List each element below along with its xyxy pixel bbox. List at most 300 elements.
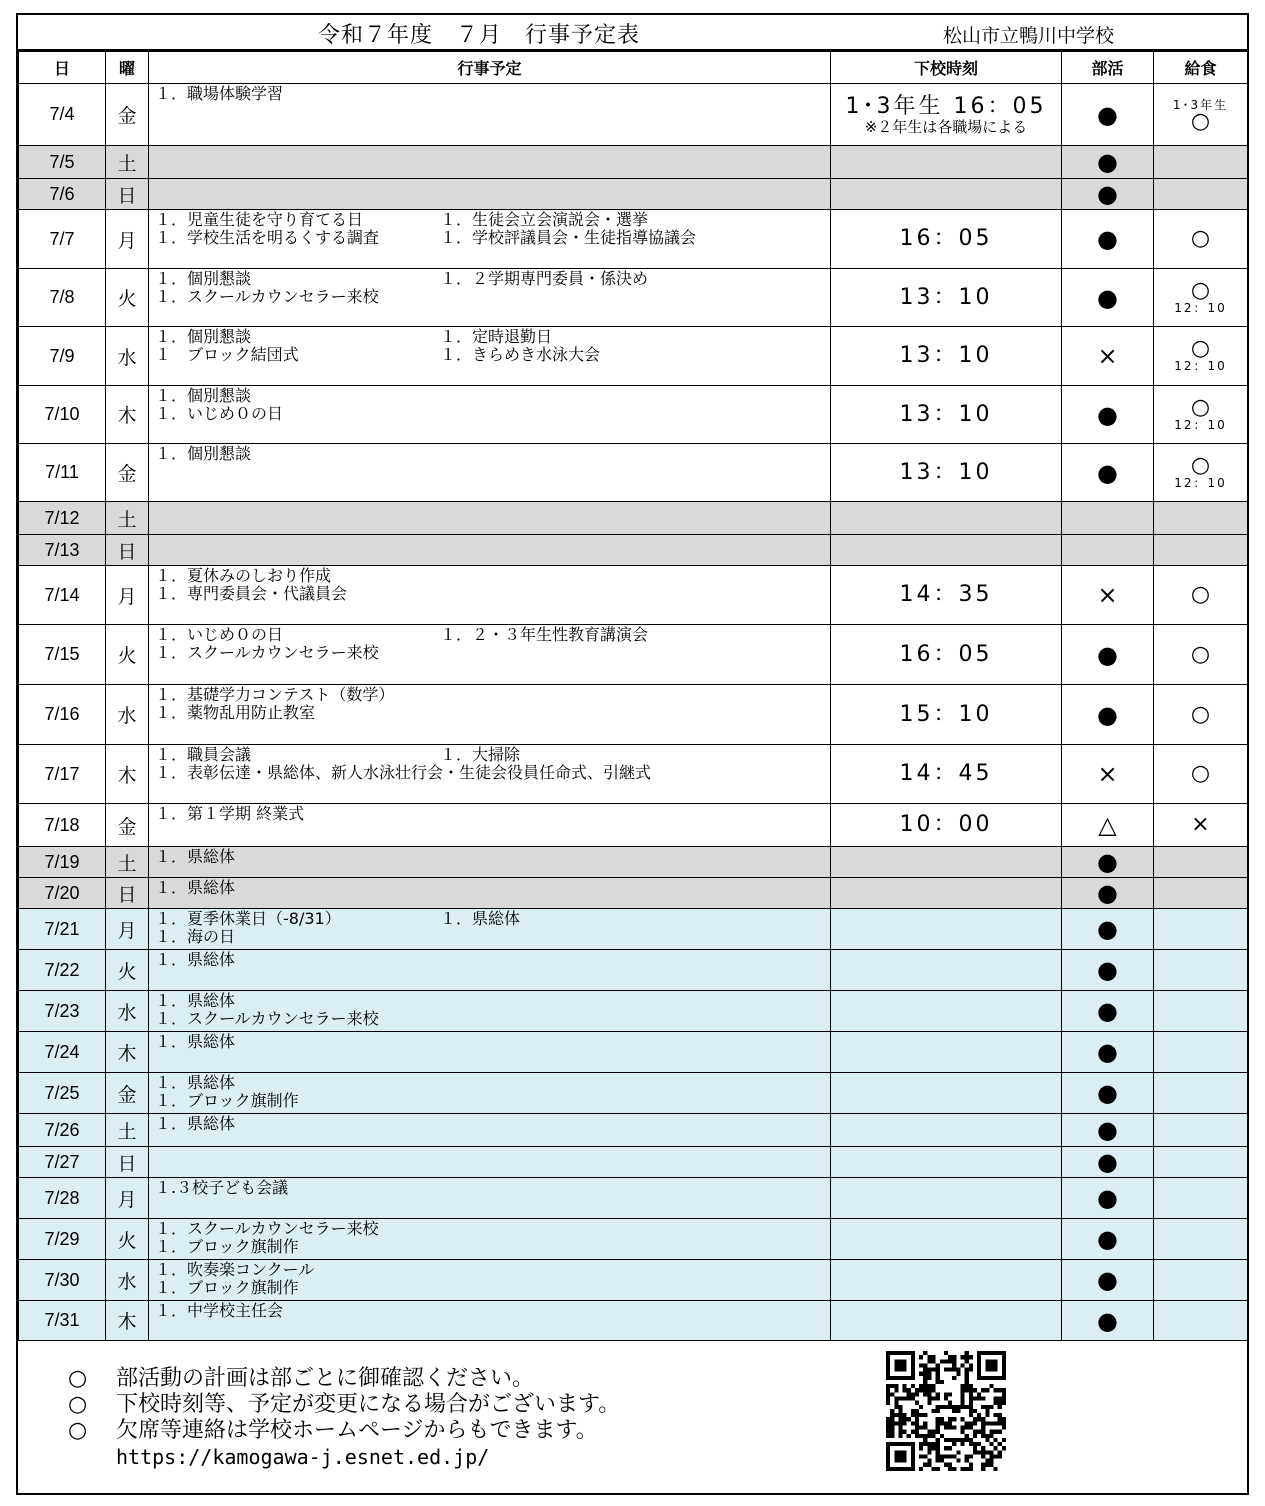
school-lunch-cell xyxy=(1154,502,1248,535)
col-header-lunch: 給食 xyxy=(1154,52,1248,84)
dismissal-time-cell xyxy=(831,179,1062,210)
club-activity-cell: ● xyxy=(1062,909,1154,950)
events-cell xyxy=(149,1260,831,1301)
table-row xyxy=(19,210,1248,269)
event-item: １．スクールカウンセラー来校 xyxy=(155,287,379,306)
event-line xyxy=(155,1092,830,1110)
lunch-mark: ○ xyxy=(1190,394,1211,420)
school-lunch-cell xyxy=(1154,146,1248,179)
events-cell xyxy=(149,269,831,327)
table-row xyxy=(19,1219,1248,1260)
dismissal-time: 13：10 xyxy=(899,459,993,485)
club-activity-cell: ● xyxy=(1062,625,1154,685)
school-lunch-cell xyxy=(1154,804,1248,847)
event-item: １．中学校主任会 xyxy=(155,1301,284,1320)
event-item: １．ブロック旗制作 xyxy=(155,1278,299,1297)
school-lunch-cell xyxy=(1154,1260,1248,1301)
table-row xyxy=(19,146,1248,179)
table-row xyxy=(19,502,1248,535)
dismissal-time-cell xyxy=(831,1147,1062,1178)
circle-marker: ○ xyxy=(68,1392,88,1417)
event-line xyxy=(155,229,830,247)
event-line xyxy=(155,1261,830,1279)
date-cell: 7/29 xyxy=(19,1219,106,1260)
school-lunch-cell xyxy=(1154,991,1248,1032)
weekday-cell: 木 xyxy=(106,1301,149,1341)
table-row xyxy=(19,909,1248,950)
event-line xyxy=(155,746,830,764)
weekday-cell: 水 xyxy=(106,327,149,386)
dismissal-time-cell xyxy=(831,625,1062,685)
weekday-cell: 金 xyxy=(106,84,149,146)
event-line xyxy=(155,585,830,603)
dismissal-time-cell xyxy=(831,146,1062,179)
event-item: １．スクールカウンセラー来校 xyxy=(155,643,379,662)
table-row xyxy=(19,950,1248,991)
footer-note: ○ 下校時刻等、予定が変更になる場合がございます。 xyxy=(68,1392,621,1417)
event-item: １．県総体 xyxy=(155,1073,236,1092)
events-cell xyxy=(149,535,831,566)
school-url-link[interactable]: https://kamogawa-j.esnet.ed.jp/ xyxy=(116,1445,490,1469)
event-item: １．基礎学力コンテスト（数学） xyxy=(155,685,395,704)
school-lunch-cell xyxy=(1154,386,1248,444)
lunch-note: 12：10 xyxy=(1174,475,1227,490)
event-line xyxy=(155,910,830,928)
lunch-note: 12：10 xyxy=(1174,359,1227,373)
dismissal-time: 14：35 xyxy=(899,582,993,607)
circle-marker: ○ xyxy=(68,1366,88,1391)
club-activity-cell: ● xyxy=(1062,991,1154,1032)
events-cell xyxy=(149,1301,831,1341)
lunch-note: 12：10 xyxy=(1174,417,1227,432)
table-row xyxy=(19,625,1248,685)
dismissal-time-cell xyxy=(831,269,1062,327)
event-line xyxy=(155,879,830,897)
date-cell: 7/8 xyxy=(19,269,106,327)
lunch-mark: ○ xyxy=(1190,582,1211,607)
event-line xyxy=(155,211,830,229)
circle-marker: ○ xyxy=(68,1418,88,1443)
dismissal-time: 16：05 xyxy=(899,641,993,667)
club-activity-cell: ● xyxy=(1062,1260,1154,1301)
club-activity-cell: ● xyxy=(1062,444,1154,502)
school-lunch-cell xyxy=(1154,84,1248,146)
events-cell xyxy=(149,909,831,950)
date-cell: 7/23 xyxy=(19,991,106,1032)
club-activity-cell: ● xyxy=(1062,386,1154,444)
event-line xyxy=(155,328,830,346)
events-cell xyxy=(149,84,831,146)
school-lunch-cell xyxy=(1154,444,1248,502)
weekday-cell: 日 xyxy=(106,1147,149,1178)
table-row xyxy=(19,1178,1248,1219)
events-cell xyxy=(149,146,831,179)
event-line xyxy=(155,387,830,405)
event-item: １．個別懇談 xyxy=(155,269,252,288)
weekday-cell: 金 xyxy=(106,444,149,502)
events-cell xyxy=(149,847,831,878)
weekday-cell: 火 xyxy=(106,625,149,685)
table-row xyxy=(19,1147,1248,1178)
footer-note: ○ 部活動の計画は部ごとに御確認ください。 xyxy=(68,1366,535,1391)
school-lunch-cell xyxy=(1154,566,1248,625)
event-line xyxy=(155,270,830,288)
event-line xyxy=(155,567,830,585)
club-activity-cell: ● xyxy=(1062,878,1154,909)
dismissal-time-cell xyxy=(831,386,1062,444)
events-cell xyxy=(149,804,831,847)
table-row xyxy=(19,878,1248,909)
event-line xyxy=(155,405,830,423)
col-header-events: 行事予定 xyxy=(149,52,831,84)
date-cell: 7/27 xyxy=(19,1147,106,1178)
weekday-cell: 土 xyxy=(106,847,149,878)
date-cell: 7/22 xyxy=(19,950,106,991)
weekday-cell: 土 xyxy=(106,1114,149,1147)
date-cell: 7/14 xyxy=(19,566,106,625)
dismissal-time-cell xyxy=(831,1178,1062,1219)
school-lunch-cell xyxy=(1154,327,1248,386)
dismissal-time-cell xyxy=(831,1114,1062,1147)
table-row xyxy=(19,804,1248,847)
event-item: １．海の日 xyxy=(155,927,236,946)
events-cell xyxy=(149,1147,831,1178)
event-item: １．個別懇談 xyxy=(155,386,252,405)
dismissal-time-cell xyxy=(831,1032,1062,1073)
club-activity-cell xyxy=(1062,535,1154,566)
event-line xyxy=(155,1302,830,1320)
event-line xyxy=(155,445,830,463)
weekday-cell: 月 xyxy=(106,909,149,950)
date-cell: 7/21 xyxy=(19,909,106,950)
events-cell xyxy=(149,625,831,685)
events-cell xyxy=(149,1032,831,1073)
date-cell: 7/30 xyxy=(19,1260,106,1301)
weekday-cell: 木 xyxy=(106,745,149,804)
event-item: １．第１学期 終業式 xyxy=(155,804,305,823)
school-lunch-cell xyxy=(1154,1147,1248,1178)
event-line xyxy=(155,644,830,662)
dismissal-time-cell xyxy=(831,1301,1062,1341)
date-cell: 7/25 xyxy=(19,1073,106,1114)
date-cell: 7/19 xyxy=(19,847,106,878)
event-item: １．きらめき水泳大会 xyxy=(440,345,601,364)
club-activity-cell: ● xyxy=(1062,847,1154,878)
club-activity-cell: ● xyxy=(1062,1114,1154,1147)
event-item: １．夏季休業日（-8/31） xyxy=(155,909,341,928)
events-cell xyxy=(149,566,831,625)
lunch-mark: ○ xyxy=(1190,701,1211,727)
table-row xyxy=(19,1114,1248,1147)
event-item: １．県総体 xyxy=(155,991,236,1010)
dismissal-time-cell xyxy=(831,1073,1062,1114)
weekday-cell: 金 xyxy=(106,1073,149,1114)
events-cell xyxy=(149,685,831,745)
events-cell xyxy=(149,502,831,535)
dismissal-time-cell xyxy=(831,685,1062,745)
date-cell: 7/4 xyxy=(19,84,106,146)
weekday-cell: 水 xyxy=(106,1260,149,1301)
club-activity-cell: ● xyxy=(1062,1032,1154,1073)
dismissal-time-cell xyxy=(831,444,1062,502)
events-cell xyxy=(149,1178,831,1219)
footer-note: ○ 欠席等連絡は学校ホームページからもできます。 xyxy=(68,1418,598,1443)
table-row xyxy=(19,1073,1248,1114)
dismissal-time-cell xyxy=(831,502,1062,535)
event-line xyxy=(155,1033,830,1051)
event-item: １．学校評議員会・生徒指導協議会 xyxy=(440,228,697,247)
weekday-cell: 木 xyxy=(106,386,149,444)
table-row xyxy=(19,386,1248,444)
weekday-cell: 土 xyxy=(106,502,149,535)
table-row xyxy=(19,1260,1248,1301)
event-item: １．専門委員会・代議員会 xyxy=(155,584,348,603)
events-cell xyxy=(149,950,831,991)
events-cell xyxy=(149,1114,831,1147)
date-cell: 7/20 xyxy=(19,878,106,909)
school-name: 松山市立鴨川中学校 xyxy=(943,25,1115,47)
school-lunch-cell xyxy=(1154,950,1248,991)
event-item: １．スクールカウンセラー来校 xyxy=(155,1219,379,1238)
date-cell: 7/5 xyxy=(19,146,106,179)
event-item: １．県総体 xyxy=(155,950,236,969)
table-row xyxy=(19,685,1248,745)
date-cell: 7/26 xyxy=(19,1114,106,1147)
event-line xyxy=(155,1010,830,1028)
weekday-cell: 月 xyxy=(106,566,149,625)
event-item: １．ブロック旗制作 xyxy=(155,1091,299,1110)
school-lunch-cell xyxy=(1154,1114,1248,1147)
event-line xyxy=(155,764,830,782)
events-cell xyxy=(149,878,831,909)
weekday-cell: 火 xyxy=(106,950,149,991)
dismissal-time-cell xyxy=(831,950,1062,991)
events-cell xyxy=(149,327,831,386)
event-item: １.３校子ども会議 xyxy=(155,1178,289,1197)
event-item: １．２学期専門委員・係決め xyxy=(440,269,649,288)
event-item: １．県総体 xyxy=(155,847,236,866)
event-item: １．スクールカウンセラー来校 xyxy=(155,1009,379,1028)
event-line xyxy=(155,1179,830,1197)
table-row xyxy=(19,535,1248,566)
event-line xyxy=(155,848,830,866)
table-row xyxy=(19,1301,1248,1341)
qr-code-icon[interactable] xyxy=(886,1351,1006,1471)
date-cell: 7/13 xyxy=(19,535,106,566)
club-activity-cell: × xyxy=(1062,745,1154,804)
event-item: １．生徒会立会演説会・選挙 xyxy=(440,210,649,229)
lunch-mark: ○ xyxy=(1190,277,1211,303)
event-line xyxy=(155,992,830,1010)
weekday-cell: 木 xyxy=(106,1032,149,1073)
col-header-dow: 曜 xyxy=(106,52,149,84)
date-cell: 7/10 xyxy=(19,386,106,444)
dismissal-time: 13：10 xyxy=(899,343,993,368)
dismissal-time-cell xyxy=(831,84,1062,146)
event-line xyxy=(155,1115,830,1133)
table-row xyxy=(19,745,1248,804)
dismissal-time: 13：10 xyxy=(899,401,993,427)
club-activity-cell: ● xyxy=(1062,685,1154,745)
club-activity-cell: × xyxy=(1062,327,1154,386)
event-item: １．吹奏楽コンクール xyxy=(155,1260,315,1279)
title-bar xyxy=(18,15,1247,51)
club-activity-cell: ● xyxy=(1062,84,1154,146)
schedule-sheet xyxy=(16,13,1249,1495)
event-line xyxy=(155,1074,830,1092)
events-cell xyxy=(149,991,831,1032)
event-item: １ ブロック結団式 xyxy=(155,345,299,364)
header-row xyxy=(19,52,1248,84)
event-item: １．児童生徒を守り育てる日 xyxy=(155,210,364,229)
events-cell xyxy=(149,1219,831,1260)
weekday-cell: 水 xyxy=(106,685,149,745)
club-activity-cell: ● xyxy=(1062,179,1154,210)
table-row xyxy=(19,269,1248,327)
weekday-cell: 日 xyxy=(106,535,149,566)
event-item: １．個別懇談 xyxy=(155,327,252,346)
col-header-dismissal: 下校時刻 xyxy=(831,52,1062,84)
weekday-cell: 月 xyxy=(106,1178,149,1219)
club-activity-cell: ● xyxy=(1062,210,1154,269)
date-cell: 7/6 xyxy=(19,179,106,210)
lunch-note: 1･3年生 xyxy=(1172,97,1229,112)
weekday-cell: 金 xyxy=(106,804,149,847)
dismissal-time: 13：10 xyxy=(899,284,993,310)
school-lunch-cell xyxy=(1154,745,1248,804)
dismissal-time-cell xyxy=(831,745,1062,804)
table-row xyxy=(19,84,1248,146)
date-cell: 7/15 xyxy=(19,625,106,685)
event-line xyxy=(155,626,830,644)
events-cell xyxy=(149,179,831,210)
schedule-table xyxy=(18,51,1248,1341)
weekday-cell: 日 xyxy=(106,179,149,210)
date-cell: 7/24 xyxy=(19,1032,106,1073)
dismissal-time-cell xyxy=(831,847,1062,878)
col-header-club: 部活 xyxy=(1062,52,1154,84)
table-row xyxy=(19,327,1248,386)
club-activity-cell: ● xyxy=(1062,1073,1154,1114)
date-cell: 7/11 xyxy=(19,444,106,502)
dismissal-time-cell xyxy=(831,909,1062,950)
dismissal-time-cell xyxy=(831,327,1062,386)
school-lunch-cell xyxy=(1154,685,1248,745)
school-lunch-cell xyxy=(1154,210,1248,269)
event-item: １．２・３年生性教育講演会 xyxy=(440,625,649,644)
lunch-mark: ○ xyxy=(1190,108,1211,134)
table-row xyxy=(19,566,1248,625)
school-lunch-cell xyxy=(1154,1178,1248,1219)
date-cell: 7/17 xyxy=(19,745,106,804)
event-line xyxy=(155,686,830,704)
col-header-date: 日 xyxy=(19,52,106,84)
dismissal-time: 1･3年生 16：05 xyxy=(845,93,1047,119)
dismissal-time-cell xyxy=(831,566,1062,625)
dismissal-time-cell xyxy=(831,1219,1062,1260)
lunch-note: 12：10 xyxy=(1174,300,1227,315)
date-cell: 7/7 xyxy=(19,210,106,269)
lunch-mark: ○ xyxy=(1190,641,1211,667)
event-item: １．表彰伝達・県総体、新人水泳壮行会・生徒会役員任命式、引継式 xyxy=(155,763,652,782)
events-cell xyxy=(149,745,831,804)
event-item: １．定時退勤日 xyxy=(440,327,553,346)
school-lunch-cell xyxy=(1154,269,1248,327)
event-item: １．ブロック旗制作 xyxy=(155,1237,299,1256)
lunch-mark: ○ xyxy=(1190,761,1211,786)
table-row xyxy=(19,847,1248,878)
club-activity-cell: ● xyxy=(1062,1219,1154,1260)
events-cell xyxy=(149,210,831,269)
club-activity-cell: ● xyxy=(1062,950,1154,991)
club-activity-cell: ● xyxy=(1062,146,1154,179)
weekday-cell: 月 xyxy=(106,210,149,269)
dismissal-time: 15：10 xyxy=(899,701,993,727)
event-item: １．職員会議 xyxy=(155,745,252,764)
school-lunch-cell xyxy=(1154,878,1248,909)
dismissal-time-cell xyxy=(831,1260,1062,1301)
event-item: １．いじめ０の日 xyxy=(155,404,284,423)
events-cell xyxy=(149,1073,831,1114)
club-activity-cell: × xyxy=(1062,566,1154,625)
table-row xyxy=(19,444,1248,502)
lunch-mark: × xyxy=(1191,812,1210,837)
school-lunch-cell xyxy=(1154,909,1248,950)
event-item: １．職場体験学習 xyxy=(155,84,284,103)
club-activity-cell xyxy=(1062,502,1154,535)
event-item: １．県総体 xyxy=(440,909,521,928)
dismissal-time: 14：45 xyxy=(899,761,993,786)
event-line xyxy=(155,704,830,722)
dismissal-time-cell xyxy=(831,991,1062,1032)
event-item: １．個別懇談 xyxy=(155,444,252,463)
school-lunch-cell xyxy=(1154,1073,1248,1114)
event-line xyxy=(155,928,830,946)
school-lunch-cell xyxy=(1154,1301,1248,1341)
date-cell: 7/28 xyxy=(19,1178,106,1219)
table-row xyxy=(19,991,1248,1032)
footer-notes xyxy=(18,1345,1247,1495)
event-item: １．大掃除 xyxy=(440,745,521,764)
club-activity-cell: ● xyxy=(1062,1147,1154,1178)
club-activity-cell: △ xyxy=(1062,804,1154,847)
dismissal-time-cell xyxy=(831,878,1062,909)
event-item: １．いじめ０の日 xyxy=(155,625,284,644)
date-cell: 7/12 xyxy=(19,502,106,535)
club-activity-cell: ● xyxy=(1062,1178,1154,1219)
event-item: １．学校生活を明るくする調査 xyxy=(155,228,380,247)
dismissal-time-cell xyxy=(831,535,1062,566)
school-lunch-cell xyxy=(1154,1219,1248,1260)
weekday-cell: 火 xyxy=(106,1219,149,1260)
event-line xyxy=(155,805,830,823)
event-item: １．県総体 xyxy=(155,1032,236,1051)
event-line xyxy=(155,346,830,364)
dismissal-time-cell xyxy=(831,210,1062,269)
event-item: １．県総体 xyxy=(155,1114,236,1133)
event-item: １．薬物乱用防止教室 xyxy=(155,703,316,722)
club-activity-cell: ● xyxy=(1062,1301,1154,1341)
date-cell: 7/16 xyxy=(19,685,106,745)
weekday-cell: 日 xyxy=(106,878,149,909)
club-activity-cell: ● xyxy=(1062,269,1154,327)
lunch-mark: ○ xyxy=(1190,226,1211,251)
event-line xyxy=(155,288,830,306)
event-line xyxy=(155,85,830,103)
dismissal-time-cell xyxy=(831,804,1062,847)
dismissal-time: 10：00 xyxy=(899,812,993,837)
events-cell xyxy=(149,444,831,502)
